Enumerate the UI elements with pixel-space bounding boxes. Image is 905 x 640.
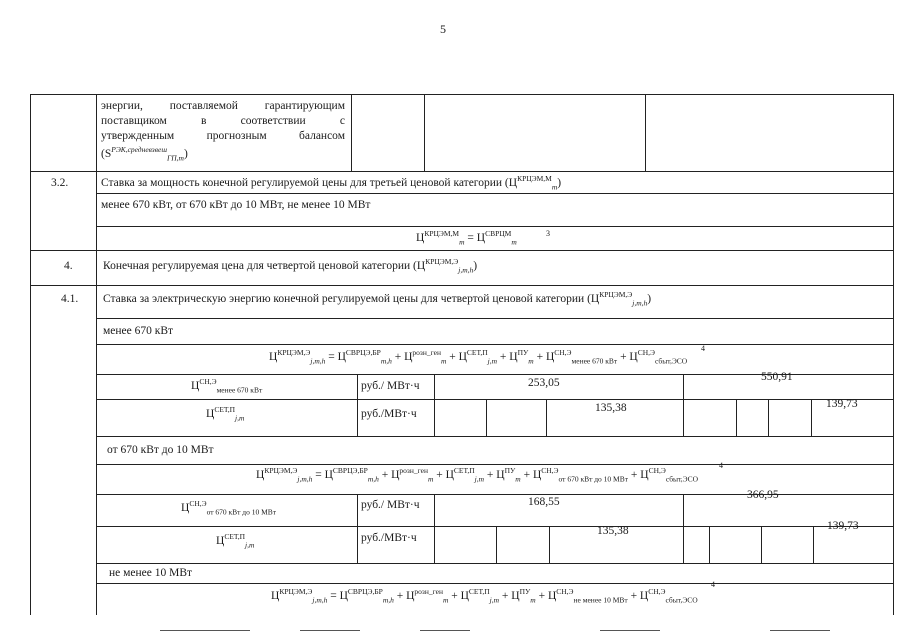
- col-divider: [683, 494, 684, 563]
- row-line: [96, 344, 893, 345]
- group-title-lt670: менее 670 кВт: [103, 325, 174, 337]
- continuation-line-1: энергии, поставляемой гарантирующим: [101, 100, 345, 112]
- row-line: [96, 399, 893, 400]
- row-3-2-formula: $Ц^{КРЦЭМ,М}_m = Ц^{СВРЦМ}_m$: [416, 229, 517, 247]
- set-value-1-lt670: 135,38: [595, 402, 627, 414]
- page-edge-rule: [770, 630, 830, 631]
- row-line: [96, 526, 893, 527]
- page-edge-rule: [600, 630, 660, 631]
- col-divider: [811, 399, 812, 436]
- row-line: [31, 171, 893, 172]
- row-4-1-title: Ставка за электрическую энергию конечной регулируемой цены для четвертой ценовой категории $(Ц^{КРЦЭМ,Э}_{j,m,h})$: [103, 290, 652, 308]
- continuation-line-3: утвержденным прогнозным балансом: [101, 130, 345, 142]
- page-edge-rule: [420, 630, 470, 631]
- balance-symbol: $(S^{РЭК,средневзвеш}_{ГП,m})$: [101, 145, 188, 163]
- row-line: [31, 285, 893, 286]
- formula-670-10: $Ц^{КРЦЭМ,Э}_{j,m,h} = Ц^{СВРЦЭ,БР}_{m,h} + Ц^{розн\_ген}_m + Ц^{СЕТ,П}_{j,m} + Ц^{ПУ}_m + Ц^{СН,Э}_{от 670 кВт до 10 МВт} + Ц^{СН,Э}_{сбыт,ЭСО}$: [256, 466, 699, 484]
- set-label-670-10: $Ц^{СЕТ,П}_{j,m}$: [216, 532, 255, 550]
- col-divider: [761, 526, 762, 563]
- col-divider: [546, 399, 547, 436]
- footnote-4: 4: [719, 461, 723, 470]
- col-divider: [768, 399, 769, 436]
- col-divider: [434, 494, 435, 563]
- col-divider: [709, 526, 710, 563]
- set-unit-lt670: руб./МВт·ч: [361, 408, 417, 420]
- col-divider: [496, 526, 497, 563]
- footnote-4: 4: [711, 580, 715, 589]
- col-divider: [813, 526, 814, 563]
- set-label-lt670: $Ц^{СЕТ,П}_{j,m}$: [206, 405, 245, 423]
- row-number-3-2: 3.2.: [51, 177, 69, 189]
- row-3-2-voltage: менее 670 кВт, от 670 кВт до 10 МВт, не менее 10 МВт: [101, 199, 371, 211]
- col-divider: [736, 399, 737, 436]
- formula-lt670: $Ц^{КРЦЭМ,Э}_{j,m,h} = Ц^{СВРЦЭ,БР}_{m,h} + Ц^{розн\_ген}_m + Ц^{СЕТ,П}_{j,m} + Ц^{ПУ}_m + Ц^{СН,Э}_{менее 670 кВт} + Ц^{СН,Э}_{сбыт,ЭСО}$: [269, 348, 688, 366]
- page-number: 5: [440, 22, 446, 36]
- col-divider-num: [96, 95, 97, 615]
- sn-value-2-lt670: 550,91: [761, 371, 793, 383]
- col-divider: [357, 374, 358, 436]
- col-divider: [357, 494, 358, 563]
- group-title-670-10: от 670 кВт до 10 МВт: [107, 444, 214, 456]
- sn-label-lt670: $Ц^{СН,Э}_{менее 670 кВт}$: [191, 377, 263, 395]
- sn-value-1-lt670: 253,05: [528, 377, 560, 389]
- row-3-2-title: Ставка за мощность конечной регулируемой цены для третьей ценовой категории $(Ц^{КРЦЭМ,М}_m)$: [101, 174, 562, 192]
- row-line: [96, 318, 893, 319]
- row-line: [96, 464, 893, 465]
- col-divider: [434, 374, 435, 436]
- set-unit-670-10: руб./МВт·ч: [361, 532, 417, 544]
- formula-ge10: $Ц^{КРЦЭМ,Э}_{j,m,h} = Ц^{СВРЦЭ,БР}_{m,h} + Ц^{розн\_ген}_m + Ц^{СЕТ,П}_{j,m} + Ц^{ПУ}_m + Ц^{СН,Э}_{не менее 10 МВт} + Ц^{СН,Э}_{сбыт,ЭСО}$: [271, 587, 698, 605]
- sn-unit-lt670: руб./ МВт·ч: [361, 380, 420, 392]
- set-value-2-670-10: 139,73: [827, 520, 859, 532]
- row-line: [96, 563, 893, 564]
- page-edge-rule: [300, 630, 360, 631]
- continuation-line-2: поставщиком в соответствии с: [101, 115, 345, 127]
- col-divider: [645, 95, 646, 171]
- row-line: [96, 436, 893, 437]
- set-value-1-670-10: 135,38: [597, 525, 629, 537]
- row-number-4-1: 4.1.: [61, 293, 79, 305]
- row-line: [31, 250, 893, 251]
- row-line: [96, 583, 893, 584]
- page-edge-rule: [160, 630, 250, 631]
- col-divider: [351, 95, 352, 171]
- footnote-3: 3: [546, 229, 550, 238]
- group-title-ge10: не менее 10 МВт: [109, 567, 193, 579]
- row-line: [96, 193, 893, 194]
- sn-label-670-10: $Ц^{СН,Э}_{от 670 кВт до 10 МВт}$: [181, 499, 277, 517]
- col-divider: [424, 95, 425, 171]
- set-value-2-lt670: 139,73: [826, 398, 858, 410]
- footnote-4: 4: [701, 344, 705, 353]
- sn-value-2-670-10: 366,95: [747, 489, 779, 501]
- sn-value-1-670-10: 168,55: [528, 496, 560, 508]
- row-4-title: Конечная регулируемая цена для четвертой ценовой категории $(Ц^{КРЦЭМ,Э}_{j,m,h})$: [103, 257, 478, 275]
- tariff-table: [30, 94, 894, 615]
- col-divider: [486, 399, 487, 436]
- col-divider: [549, 526, 550, 563]
- col-divider: [683, 374, 684, 436]
- sn-unit-670-10: руб./ МВт·ч: [361, 499, 420, 511]
- row-number-4: 4.: [64, 260, 73, 272]
- row-line: [96, 226, 893, 227]
